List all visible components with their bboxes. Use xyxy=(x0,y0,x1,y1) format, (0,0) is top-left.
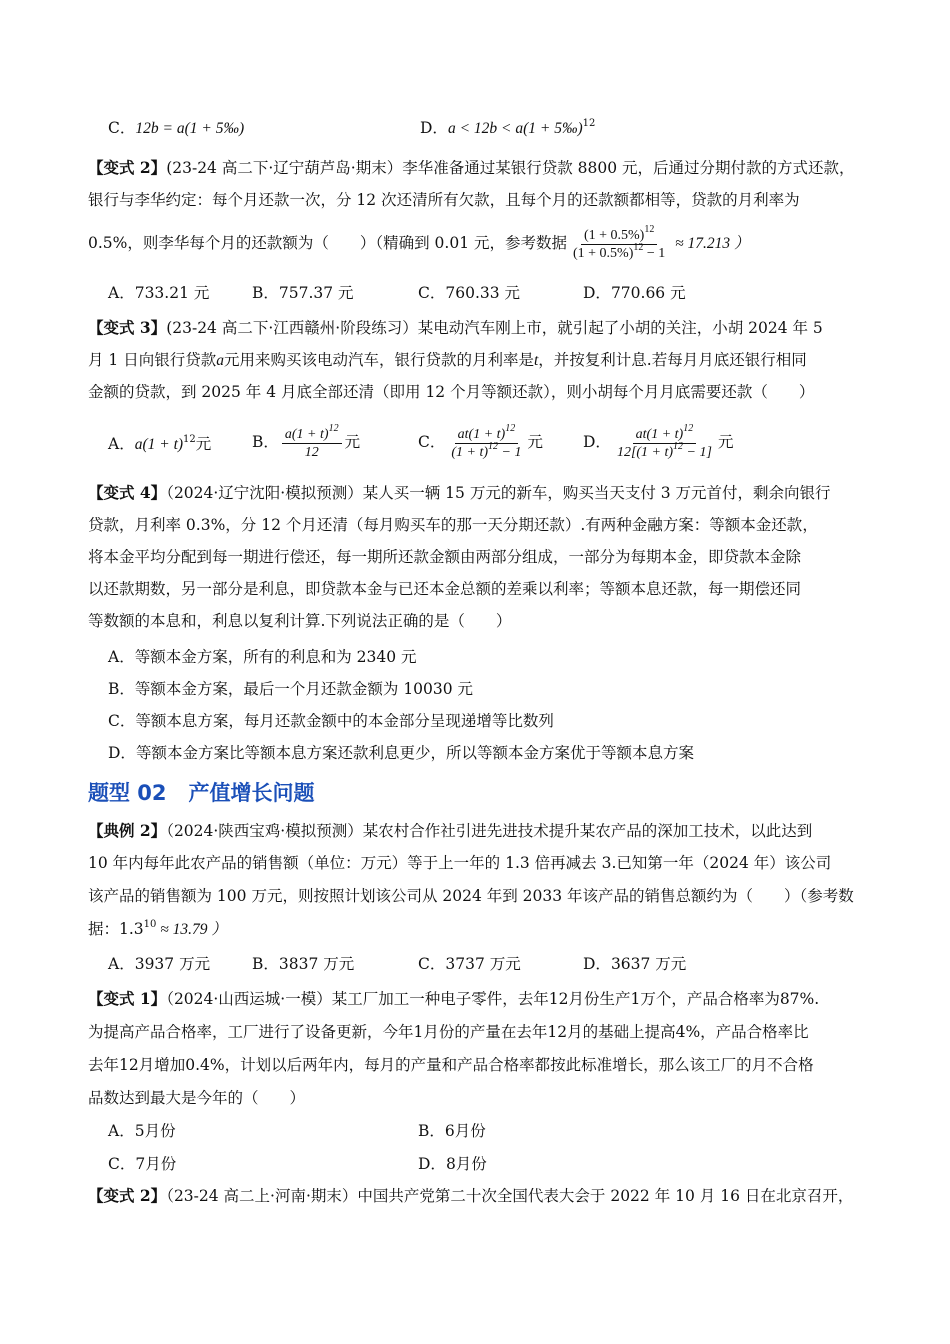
v3-option-d[interactable]: D． $\frac{at(1 + t)^{12}}{12[(1 + t)^{12} - 1]}$ 元 xyxy=(583,422,734,460)
v3-option-c[interactable]: C． $\frac{at(1 + t)^{12}}{(1 + t)^{12} - 1}$ 元 xyxy=(418,422,544,460)
v2b-tag: 【变式 2】 xyxy=(88,1186,167,1205)
v4-line-5: 等数额的本息和，利息以复利计算.下列说法正确的是（ ） xyxy=(88,612,512,630)
v1b-line-1: 【变式 1】（2024·山西运城·一模）某工厂加工一种电子零件，去年12月份生产1万个，产品合格率为87%. xyxy=(88,989,820,1008)
v3-option-a[interactable]: A．$a(1 + t)^{12}$元 xyxy=(108,434,212,453)
v1b-option-d[interactable]: D．8月份 xyxy=(418,1155,487,1173)
v3-line-1: 【变式 3】(23-24 高二下·江西赣州·阶段练习）某电动汽车刚上市，就引起了小胡的关注，小胡 2024 年 5 xyxy=(88,318,823,337)
v2-option-d[interactable]: D．770.66 元 xyxy=(583,284,686,302)
v4-option-a[interactable]: A．等额本金方案，所有的利息和为 2340 元 xyxy=(108,648,417,666)
ex2-line-2: 10 年内每年此农产品的销售额（单位：万元）等于上一年的 1.3 倍再减去 3.已知第一年（2024 年）该公司 xyxy=(88,854,832,872)
v4-line-1: 【变式 4】（2024·辽宁沈阳·模拟预测）某人买一辆 15 万元的新车，购买当天支付 3 万元首付，剩余向银行 xyxy=(88,483,831,502)
v3-tag: 【变式 3】 xyxy=(88,318,167,337)
v4-option-c[interactable]: C．等额本息方案，每月还款金额中的本金部分呈现递增等比数列 xyxy=(108,712,554,730)
v3-option-b[interactable]: B． $\frac{a(1 + t)^{12}}{12}$ 元 xyxy=(252,422,361,460)
v1b-line-4: 品数达到最大是今年的（ ） xyxy=(88,1089,306,1107)
v4-line-3: 将本金平均分配到每一期进行偿还，每一期所还款金额由两部分组成，一部分为每期本金，即贷款本金除 xyxy=(88,548,802,566)
v4-line-4: 以还款期数，另一部分是利息，即贷款本金与已还本金总额的差乘以利率；等额本息还款，每一期偿还同 xyxy=(88,580,802,598)
ex2-tag: 【典例 2】 xyxy=(88,821,167,840)
ex2-line-3: 该产品的销售额为 100 万元，则按照计划该公司从 2024 年到 2033 年该产品的销售总额约为（ ）（参考数 xyxy=(88,887,854,905)
v1b-line-2: 为提高产品合格率，工厂进行了设备更新，今年1月份的产量在去年12月的基础上提高4%，产品合格率比 xyxy=(88,1023,809,1041)
ex2-option-b[interactable]: B．3837 万元 xyxy=(252,955,355,973)
top-option-d[interactable]: D．a < 12b < a(1 + 5‰)$^{12}$ xyxy=(420,118,596,137)
v1b-option-b[interactable]: B．6月份 xyxy=(418,1122,486,1140)
ex2-option-c[interactable]: C．3737 万元 xyxy=(418,955,521,973)
ex2-option-a[interactable]: A．3937 万元 xyxy=(108,955,211,973)
v1b-line-3: 去年12月增加0.4%，计划以后两年内，每月的产量和产品合格率都按此标准增长，那么该工厂的月不合格 xyxy=(88,1056,814,1074)
v4-option-b[interactable]: B．等额本金方案，最后一个月还款金额为 10030 元 xyxy=(108,680,474,698)
v2-option-a[interactable]: A．733.21 元 xyxy=(108,284,210,302)
v2-line-1: 【变式 2】(23-24 高二下·辽宁葫芦岛·期末）李华准备通过某银行贷款 8800 元，后通过分期付款的方式还款， xyxy=(88,158,855,177)
v1b-tag: 【变式 1】 xyxy=(88,989,167,1008)
v2b-line-1: 【变式 2】（23-24 高二上·河南·期末）中国共产党第二十次全国代表大会于 2022 年 10 月 16 日在北京召开， xyxy=(88,1186,854,1205)
ex2-line-4: 据：$1.3^{10} \approx 13.79$ ） xyxy=(88,919,227,938)
ex2-line-1: 【典例 2】（2024·陕西宝鸡·模拟预测）某农村合作社引进先进技术提升某农产品的深加工技术，以此达到 xyxy=(88,821,813,840)
v4-line-2: 贷款，月利率 0.3%，分 12 个月还清（每月购买车的那一天分期还款）.有两种金融方案：等额本金还款， xyxy=(88,516,818,534)
v1b-option-a[interactable]: A．5月份 xyxy=(108,1122,176,1140)
ex2-option-d[interactable]: D．3637 万元 xyxy=(583,955,687,973)
v4-option-d[interactable]: D．等额本金方案比等额本息方案还款利息更少，所以等额本金方案优于等额本息方案 xyxy=(108,744,694,762)
v2-reference-fraction: $\frac{(1 + 0.5\%)^{12}}{(1 + 0.5\%)^{12} - 1}$ xyxy=(573,223,666,261)
v3-line-3: 金额的贷款，到 2025 年 4 月底全部还清（即用 12 个月等额还款），则小胡每个月月底需要还款（ ） xyxy=(88,383,815,401)
v2-line-3: 0.5%，则李华每个月的还款额为（ ）（精确到 0.01 元，参考数据 $\frac{(1 + 0.5\%)^{12}}{(1 + 0.5\%)^{12} - 1}$ ≈ 17.213 ） xyxy=(88,223,750,261)
section-heading: 题型 02 产值增长问题 xyxy=(88,781,315,805)
v1b-option-c[interactable]: C．7月份 xyxy=(108,1155,177,1173)
top-option-c[interactable]: C．12b = a(1 + 5‰) xyxy=(108,119,245,137)
v2-option-b[interactable]: B．757.37 元 xyxy=(252,284,354,302)
v2-option-c[interactable]: C．760.33 元 xyxy=(418,284,521,302)
v2-tag: 【变式 2】 xyxy=(88,158,167,177)
v4-tag: 【变式 4】 xyxy=(88,483,167,502)
v3-line-2: 月 1 日向银行贷款a元用来购买该电动汽车，银行贷款的月利率是t，并按复利计息.若每月月底还银行相同 xyxy=(88,351,807,369)
v2-line-2: 银行与李华约定：每个月还款一次，分 12 次还清所有欠款，且每个月的还款额都相等，贷款的月利率为 xyxy=(88,191,800,209)
